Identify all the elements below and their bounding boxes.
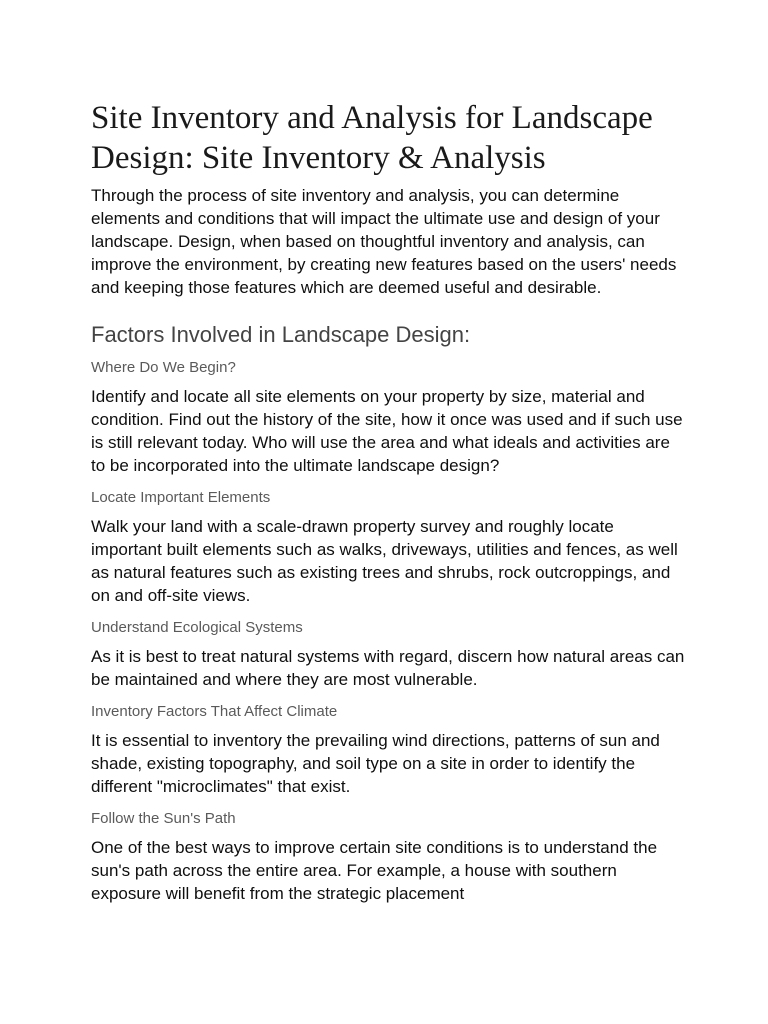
section-heading: Factors Involved in Landscape Design:: [91, 322, 471, 347]
subheading-where-do-we-begin: Where Do We Begin?: [91, 359, 236, 376]
paragraph-locate-important-elements: Walk your land with a scale-drawn property survey and roughly locate important built elements such as walks, driveways, utilities and fences, as well as natural features such as existing trees and shrubs, rock outcroppings, and on and off-site views.: [91, 517, 678, 605]
paragraph-understand-ecological-systems: As it is best to treat natural systems with regard, discern how natural areas can be maintained and where they are most vulnerable.: [91, 647, 685, 689]
section-inventory-factors-climate: [91, 702, 688, 798]
section-follow-suns-path: [91, 809, 688, 905]
intro-paragraph: Through the process of site inventory and analysis, you can determine elements and conditions that will impact the ultimate use and design of your landscape. Design, when based on thoughtful inventory and analysis, can improve the environment, by creating new features based on the users' needs and keeping those features which are deemed useful and desirable.: [91, 186, 677, 297]
section-understand-ecological-systems: [91, 618, 688, 691]
subheading-inventory-factors-climate: Inventory Factors That Affect Climate: [91, 703, 338, 720]
subheading-understand-ecological-systems: Understand Ecological Systems: [91, 619, 303, 636]
section-where-do-we-begin: [91, 358, 688, 477]
paragraph-where-do-we-begin: Identify and locate all site elements on your property by size, material and condition. Find out the history of the site, how it once was used and if such use is still relevant today. Who will use the area and what ideals and activities are to be incorporated into the ultimate landscape design?: [91, 387, 683, 475]
paragraph-follow-suns-path: One of the best ways to improve certain site conditions is to understand the sun's path across the entire area. For example, a house with southern exposure will benefit from the strategic placement: [91, 838, 658, 903]
subheading-follow-suns-path: Follow the Sun's Path: [91, 810, 236, 827]
paragraph-inventory-factors-climate: It is essential to inventory the prevailing wind directions, patterns of sun and shade, existing topography, and soil type on a site in order to identify the different "microclimates" that exist.: [91, 731, 660, 796]
section-locate-important-elements: [91, 488, 688, 607]
document-title: Site Inventory and Analysis for Landscape Design: Site Inventory & Analysis: [91, 100, 653, 176]
subheading-locate-important-elements: Locate Important Elements: [91, 489, 271, 506]
